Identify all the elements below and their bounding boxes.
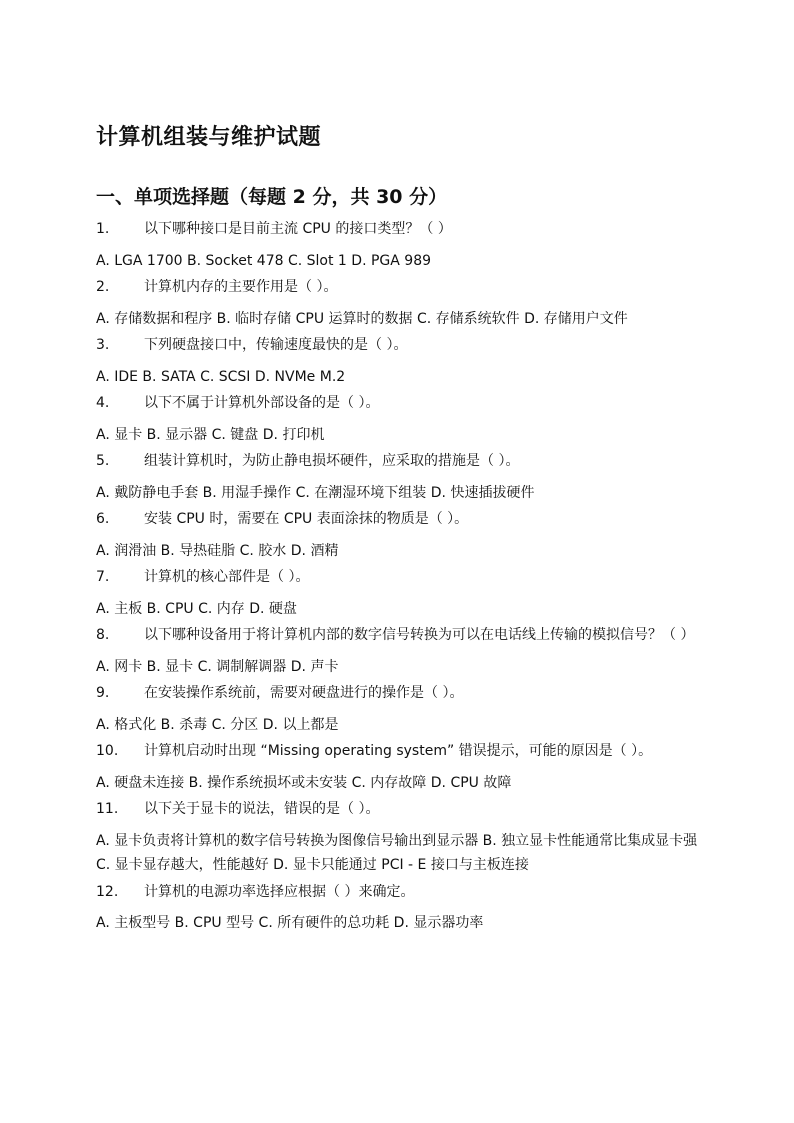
- question-options: A. 显卡负责将计算机的数字信号转换为图像信号输出到显示器 B. 独立显卡性能通常比集成显卡强 C. 显卡显存越大，性能越好 D. 显卡只能通过 PCI - E 接口与主板连接: [96, 832, 698, 873]
- question-line: [96, 681, 706, 706]
- question-number: 11.: [96, 801, 119, 817]
- question-options: A. 戴防静电手套 B. 用湿手操作 C. 在潮湿环境下组装 D. 快速插拔硬件: [96, 484, 535, 501]
- question-options: A. 主板 B. CPU C. 内存 D. 硬盘: [96, 600, 297, 617]
- question-options: A. 存储数据和程序 B. 临时存储 CPU 运算时的数据 C. 存储系统软件 D. 存储用户文件: [96, 310, 628, 327]
- question-item: [96, 623, 706, 679]
- question-number: 12.: [96, 883, 119, 900]
- question-number: 5.: [96, 453, 110, 469]
- question-number: 1.: [96, 221, 110, 237]
- question-list: [96, 217, 706, 936]
- question-line: [96, 623, 706, 648]
- question-options: A. 格式化 B. 杀毒 C. 分区 D. 以上都是: [96, 716, 339, 733]
- question-item: [96, 507, 706, 563]
- question-number: 3.: [96, 337, 110, 353]
- question-line: [96, 333, 706, 358]
- question-number: 4.: [96, 395, 110, 411]
- question-item: [96, 880, 706, 936]
- question-item: [96, 565, 706, 621]
- question-line: [96, 391, 706, 416]
- exam-page: [96, 122, 706, 936]
- question-text: 在安装操作系统前，需要对硬盘进行的操作是（ ）。: [144, 685, 464, 701]
- question-text: 计算机的电源功率选择应根据（ ）来确定。: [144, 883, 415, 900]
- question-text: 计算机启动时出现 “Missing operating system” 错误提示，可能的原因是（ ）。: [144, 743, 653, 759]
- question-item: [96, 449, 706, 505]
- question-item: [96, 681, 706, 737]
- question-line: [96, 449, 706, 474]
- question-options: A. 主板型号 B. CPU 型号 C. 所有硬件的总功耗 D. 显示器功率: [96, 915, 484, 931]
- question-number: 2.: [96, 279, 110, 295]
- question-number: 8.: [96, 627, 110, 643]
- question-options: A. 网卡 B. 显卡 C. 调制解调器 D. 声卡: [96, 658, 339, 675]
- question-item: [96, 739, 706, 795]
- question-options: A. 显卡 B. 显示器 C. 键盘 D. 打印机: [96, 426, 325, 443]
- question-line: [96, 797, 706, 822]
- question-options: A. LGA 1700 B. Socket 478 C. Slot 1 D. PGA 989: [96, 252, 432, 269]
- question-text: 以下哪种接口是目前主流 CPU 的接口类型？（ ）: [144, 221, 452, 237]
- question-item: [96, 797, 706, 878]
- question-options: A. 润滑油 B. 导热硅脂 C. 胶水 D. 酒精: [96, 542, 339, 559]
- question-item: [96, 275, 706, 331]
- question-number: 7.: [96, 569, 110, 585]
- question-line: [96, 880, 706, 905]
- question-options: A. 硬盘未连接 B. 操作系统损坏或未安装 C. 内存故障 D. CPU 故障: [96, 774, 512, 791]
- question-text: 以下不属于计算机外部设备的是（ ）。: [144, 395, 380, 411]
- question-text: 下列硬盘接口中，传输速度最快的是（ ）。: [144, 337, 408, 353]
- question-text: 计算机的核心部件是（ ）。: [144, 569, 310, 585]
- question-text: 安装 CPU 时，需要在 CPU 表面涂抹的物质是（ ）。: [144, 511, 469, 527]
- question-line: [96, 739, 706, 764]
- question-item: [96, 217, 706, 273]
- question-number: 6.: [96, 511, 110, 527]
- page-title: 计算机组装与维护试题: [96, 125, 322, 150]
- question-text: 计算机内存的主要作用是（ ）。: [144, 279, 338, 295]
- question-line: [96, 217, 706, 242]
- question-line: [96, 565, 706, 590]
- question-text: 组装计算机时，为防止静电损坏硬件，应采取的措施是（ ）。: [144, 453, 520, 469]
- question-number: 10.: [96, 743, 119, 759]
- question-text: 以下哪种设备用于将计算机内部的数字信号转换为可以在电话线上传输的模拟信号？（ ）: [144, 627, 695, 643]
- question-item: [96, 391, 706, 447]
- question-line: [96, 275, 706, 300]
- question-line: [96, 507, 706, 532]
- question-number: 9.: [96, 685, 110, 701]
- question-options: A. IDE B. SATA C. SCSI D. NVMe M.2: [96, 368, 346, 385]
- section-heading: 一、单项选择题（每题 2 分，共 30 分）: [96, 186, 448, 208]
- question-text: 以下关于显卡的说法，错误的是（ ）。: [144, 801, 380, 817]
- question-item: [96, 333, 706, 389]
